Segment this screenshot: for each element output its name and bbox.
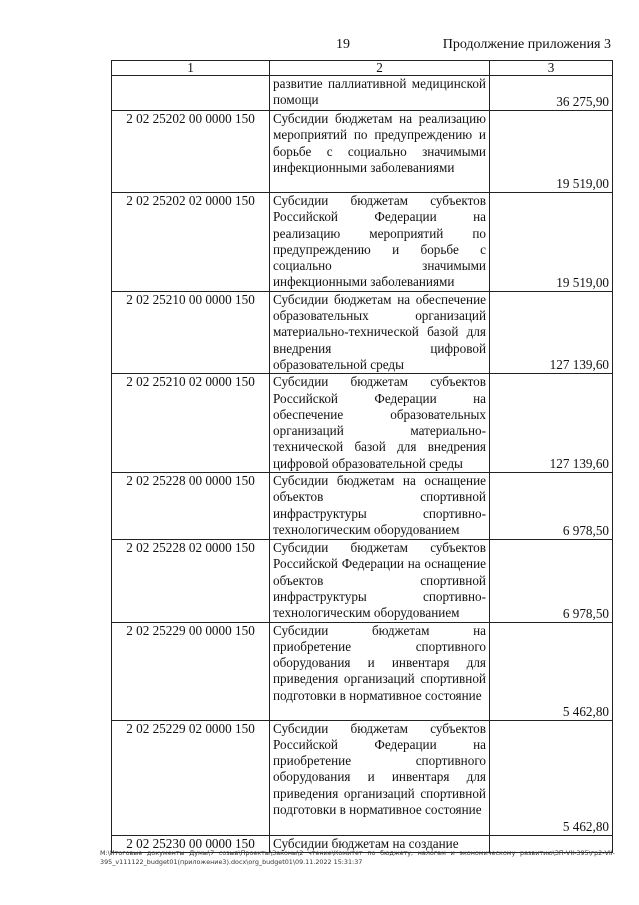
budget-item-name: Субсидии бюджетам на оснащение объектов спортивной инфраструктуры спортивно-технологическим оборудованием: [270, 473, 490, 540]
budget-item-name: Субсидии бюджетам на реализацию мероприятий по предупреждению и борьбе с социально значимыми инфекционными заболеваниями: [270, 111, 490, 193]
budget-item-name: Субсидии бюджетам субъектов Российской Федерации на реализацию мероприятий по предупреждению и борьбе с социально значимыми инфекционными заболеваниями: [270, 193, 490, 292]
budget-code: 2 02 25202 02 0000 150: [112, 193, 270, 292]
table-row: [112, 473, 613, 540]
budget-amount: 127 139,60: [490, 291, 613, 373]
budget-code: [112, 76, 270, 111]
budget-item-name: Субсидии бюджетам субъектов Российской Федерации на обеспечение образовательных организаций материально-технической базой для внедрения цифровой образовательной среды: [270, 374, 490, 473]
page-number: 19: [336, 37, 350, 52]
column-header-2: 2: [270, 61, 490, 76]
budget-code: 2 02 25230 00 0000 150: [112, 835, 270, 852]
budget-item-name: Субсидии бюджетам на обеспечение образовательных организаций материально-технической базой для внедрения цифровой образовательной среды: [270, 291, 490, 373]
table-row: [112, 720, 613, 835]
table-row: [112, 622, 613, 720]
table-row: [112, 540, 613, 622]
budget-amount: 127 139,60: [490, 374, 613, 473]
budget-item-name: Субсидии бюджетам субъектов Российской Федерации на приобретение спортивного оборудования и инвентаря для приведения организаций спортивной подготовки в нормативное состояние: [270, 720, 490, 835]
budget-code: 2 02 25210 00 0000 150: [112, 291, 270, 373]
table-row: [112, 111, 613, 193]
budget-item-name: Субсидии бюджетам на приобретение спортивного оборудования и инвентаря для приведения организаций спортивной подготовки в нормативное состояние: [270, 622, 490, 720]
budget-item-name: развитие паллиативной медицинской помощи: [270, 76, 490, 111]
budget-table: [111, 60, 613, 853]
table-row: [112, 76, 613, 111]
budget-code: 2 02 25228 02 0000 150: [112, 540, 270, 622]
budget-amount: 6 978,50: [490, 473, 613, 540]
budget-amount: 19 519,00: [490, 193, 613, 292]
column-header-3: 3: [490, 61, 613, 76]
document-file-path: M:\Итоговые документы Думы\7 созыв\Проекты\Законы\2 чтение\Комитет по бюджету, налогам и экономическому развитию\ЗП-VII-395\гр2-VII-395_v111122_budget01(приложение3).docx\org_budget01\09.11.2022 15:31:37: [100, 849, 615, 866]
budget-amount: 5 462,80: [490, 622, 613, 720]
budget-item-name: Субсидии бюджетам на создание: [270, 835, 490, 852]
budget-amount: 5 462,80: [490, 720, 613, 835]
continuation-label: Продолжение приложения 3: [442, 37, 611, 52]
table-row: [112, 291, 613, 373]
budget-code: 2 02 25228 00 0000 150: [112, 473, 270, 540]
table-row: [112, 193, 613, 292]
column-header-1: 1: [112, 61, 270, 76]
budget-code: 2 02 25210 02 0000 150: [112, 374, 270, 473]
budget-code: 2 02 25229 02 0000 150: [112, 720, 270, 835]
budget-item-name: Субсидии бюджетам субъектов Российской Федерации на оснащение объектов спортивной инфраструктуры спортивно-технологическим оборудованием: [270, 540, 490, 622]
budget-amount: 19 519,00: [490, 111, 613, 193]
table-row: [112, 374, 613, 473]
budget-code: 2 02 25202 00 0000 150: [112, 111, 270, 193]
table-header-row: [112, 61, 613, 76]
budget-amount: 36 275,90: [490, 76, 613, 111]
budget-code: 2 02 25229 00 0000 150: [112, 622, 270, 720]
budget-amount: 6 978,50: [490, 540, 613, 622]
